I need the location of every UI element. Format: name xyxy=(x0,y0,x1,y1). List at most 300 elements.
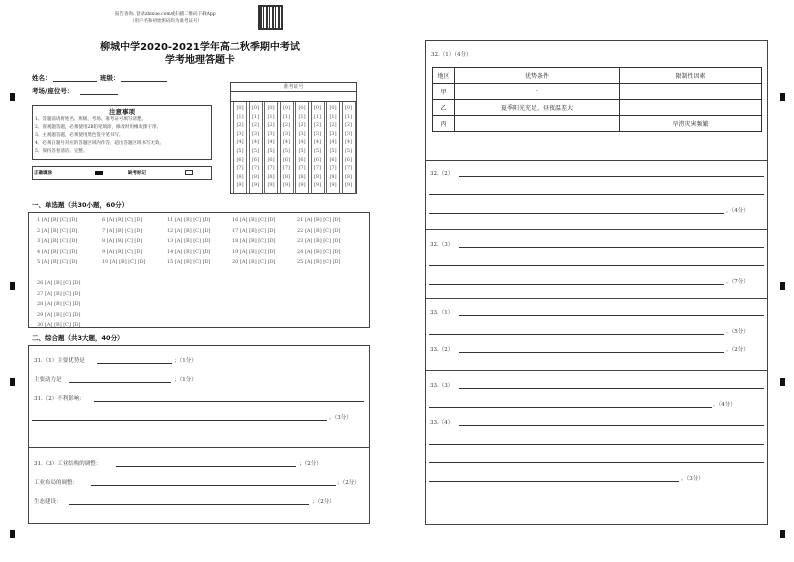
limit-cell[interactable] xyxy=(620,84,762,100)
digit-bubble[interactable]: [4] xyxy=(251,139,260,146)
option-bubble-d[interactable]: [D] xyxy=(267,227,276,234)
digit-bubble[interactable]: [4] xyxy=(344,139,353,146)
digit-bubble[interactable]: [6] xyxy=(251,156,260,163)
advantage-cell[interactable]: 夏季阳光充足、昼夜温差大 xyxy=(455,100,620,116)
admission-digit-column xyxy=(280,102,294,194)
absent-label: 缺考标记 xyxy=(128,171,146,176)
score: 。（3分） xyxy=(329,415,352,421)
option-bubble-c[interactable]: [C] xyxy=(60,227,70,234)
digit-bubble[interactable]: [2] xyxy=(251,122,260,129)
digit-bubble[interactable]: [9] xyxy=(236,182,244,189)
choice-question xyxy=(297,238,340,244)
answer-line[interactable] xyxy=(459,176,764,177)
option-bubble-b[interactable]: [B] xyxy=(115,248,126,255)
answer-line[interactable] xyxy=(429,265,764,266)
option-bubble-c[interactable]: [C] xyxy=(63,322,73,328)
digit-bubble[interactable]: [5] xyxy=(298,147,306,154)
option-bubble-d[interactable]: [D] xyxy=(69,238,78,244)
digit-bubble[interactable]: [7] xyxy=(298,165,306,172)
option-bubble-b[interactable]: [B] xyxy=(314,259,324,265)
option-bubble-d[interactable]: [D] xyxy=(332,217,341,223)
question-number: 17 xyxy=(232,227,240,234)
option-bubble-d[interactable]: [D] xyxy=(267,217,276,223)
option-bubble-a[interactable]: [A] xyxy=(44,290,55,297)
option-bubble-d[interactable]: [D] xyxy=(72,301,81,307)
admission-number-grid xyxy=(230,82,357,194)
digit-bubble[interactable]: [9] xyxy=(298,182,306,189)
option-bubble-c[interactable]: [C] xyxy=(125,227,135,234)
digit-bubble[interactable]: [3] xyxy=(251,130,260,137)
option-bubble-d[interactable]: [D] xyxy=(72,290,81,297)
option-bubble-c[interactable]: [C] xyxy=(323,217,333,223)
option-bubble-a[interactable]: [A] xyxy=(239,248,250,255)
digit-bubble[interactable]: [5] xyxy=(251,147,260,154)
answer-line[interactable] xyxy=(429,444,764,445)
question-number: 28 xyxy=(37,301,45,307)
option-bubble-b[interactable]: [B] xyxy=(54,301,64,307)
option-bubble-c[interactable]: [C] xyxy=(63,311,73,318)
section1-heading: 一、单选题（共30小题，60分） xyxy=(32,201,129,209)
option-bubble-a[interactable]: [A] xyxy=(304,227,315,234)
q31-2-answer-line2[interactable] xyxy=(32,420,327,421)
digit-bubble[interactable]: [4] xyxy=(313,139,322,146)
digit-bubble[interactable]: [7] xyxy=(329,165,337,172)
digit-bubble[interactable]: [8] xyxy=(236,173,244,180)
option-bubble-b[interactable]: [B] xyxy=(184,238,194,244)
option-bubble-c[interactable]: [C] xyxy=(323,238,333,244)
option-bubble-b[interactable]: [B] xyxy=(50,227,61,234)
option-bubble-c[interactable]: [C] xyxy=(125,238,135,244)
option-bubble-d[interactable]: [D] xyxy=(134,217,143,223)
q31-box-b xyxy=(28,447,370,524)
digit-bubble[interactable]: [1] xyxy=(236,113,244,120)
option-bubble-d[interactable]: [D] xyxy=(72,322,81,328)
choice-question xyxy=(232,228,275,234)
digit-bubble[interactable]: [0] xyxy=(313,105,322,111)
option-bubble-d[interactable]: [D] xyxy=(202,259,211,265)
digit-bubble[interactable]: [6] xyxy=(344,156,353,163)
option-bubble-c[interactable]: [C] xyxy=(63,301,73,307)
name-field[interactable] xyxy=(53,81,97,82)
option-bubble-c[interactable]: [C] xyxy=(193,238,203,244)
option-bubble-c[interactable]: [C] xyxy=(258,227,268,234)
question-number: 19 xyxy=(232,248,240,255)
option-bubble-c[interactable]: [C] xyxy=(193,248,203,255)
digit-bubble[interactable]: [9] xyxy=(251,182,260,189)
option-bubble-b[interactable]: [B] xyxy=(184,248,194,255)
digit-bubble[interactable]: [2] xyxy=(313,122,322,129)
option-bubble-c[interactable]: [C] xyxy=(323,259,333,265)
question-number: 18 xyxy=(232,238,240,244)
option-bubble-c[interactable]: [C] xyxy=(323,227,333,234)
option-bubble-a[interactable]: [A] xyxy=(106,238,116,244)
note-item: 4、必须在题号对应的答题区域内作答，超出答题区域书写无效。 xyxy=(35,141,164,146)
option-bubble-b[interactable]: [B] xyxy=(314,217,324,223)
choice-question xyxy=(102,259,145,265)
option-bubble-a[interactable]: [A] xyxy=(174,259,185,265)
option-bubble-d[interactable]: [D] xyxy=(72,280,81,286)
answer-line[interactable] xyxy=(459,315,764,316)
admission-write-row[interactable] xyxy=(231,92,356,102)
question-number: 15 xyxy=(167,259,175,265)
option-bubble-c[interactable]: [C] xyxy=(258,238,268,244)
seat-label: 考场/座位号： xyxy=(32,87,74,95)
answer-line[interactable] xyxy=(459,352,724,353)
option-bubble-c[interactable]: [C] xyxy=(258,248,268,255)
digit-bubble[interactable]: [5] xyxy=(267,147,275,154)
digit-bubble[interactable]: [3] xyxy=(236,130,244,137)
option-bubble-d[interactable]: [D] xyxy=(69,248,78,255)
option-bubble-a[interactable]: [A] xyxy=(44,301,55,307)
option-bubble-b[interactable]: [B] xyxy=(249,217,259,223)
table-row xyxy=(433,116,762,132)
answer-line[interactable] xyxy=(429,407,712,408)
option-bubble-c[interactable]: [C] xyxy=(323,248,333,255)
digit-bubble[interactable]: [8] xyxy=(313,173,322,180)
digit-bubble[interactable]: [2] xyxy=(329,122,337,129)
digit-bubble[interactable]: [4] xyxy=(267,139,275,146)
option-bubble-a[interactable]: [A] xyxy=(304,248,315,255)
option-bubble-d[interactable]: [D] xyxy=(332,259,341,265)
digit-bubble[interactable]: [1] xyxy=(251,113,260,120)
option-bubble-d[interactable]: [D] xyxy=(134,227,143,234)
name-label: 姓名： xyxy=(32,74,52,82)
option-bubble-a[interactable]: [A] xyxy=(106,227,116,234)
choice-question xyxy=(232,238,275,244)
digit-bubble[interactable]: [7] xyxy=(344,165,353,172)
q31-2-answer[interactable] xyxy=(94,401,364,402)
digit-bubble[interactable]: [3] xyxy=(298,130,306,137)
answer-line[interactable] xyxy=(459,247,764,248)
option-bubble-b[interactable]: [B] xyxy=(50,238,61,244)
option-bubble-d[interactable]: [D] xyxy=(267,248,276,255)
option-bubble-c[interactable]: [C] xyxy=(63,280,73,286)
option-bubble-c[interactable]: [C] xyxy=(258,217,268,223)
option-bubble-a[interactable]: [A] xyxy=(41,259,51,265)
option-bubble-a[interactable]: [A] xyxy=(41,238,51,244)
advantage-cell[interactable]: · xyxy=(455,84,620,100)
advantage-cell[interactable] xyxy=(455,116,620,132)
q32-1-label: 32.（1）（4分） xyxy=(431,52,472,58)
question-number: 8 xyxy=(102,238,107,244)
digit-bubble[interactable]: [7] xyxy=(282,165,291,172)
answer-line[interactable] xyxy=(429,284,724,285)
option-bubble-a[interactable]: [A] xyxy=(41,217,51,223)
score: 。（7分） xyxy=(726,279,749,285)
q31-3a-label: 31.（3）工业结构的调整： xyxy=(34,461,102,467)
option-bubble-d[interactable]: [D] xyxy=(137,259,146,265)
question-number: 13 xyxy=(167,238,175,244)
digit-bubble[interactable]: [7] xyxy=(251,165,260,172)
option-bubble-b[interactable]: [B] xyxy=(54,290,64,297)
option-bubble-d[interactable]: [D] xyxy=(134,238,143,244)
option-bubble-c[interactable]: [C] xyxy=(60,238,70,244)
option-bubble-b[interactable]: [B] xyxy=(314,248,324,255)
digit-bubble[interactable]: [0] xyxy=(236,105,244,111)
option-bubble-b[interactable]: [B] xyxy=(54,311,64,318)
option-bubble-a[interactable]: [A] xyxy=(41,248,51,255)
option-bubble-d[interactable]: [D] xyxy=(332,227,341,234)
report-notice: 报告查询: 登录zhixue.com或扫描二维码下载App xyxy=(115,12,216,17)
option-bubble-a[interactable]: [A] xyxy=(44,280,55,286)
option-bubble-d[interactable]: [D] xyxy=(69,217,78,223)
option-bubble-b[interactable]: [B] xyxy=(119,259,129,265)
digit-bubble[interactable]: [8] xyxy=(298,173,306,180)
digit-bubble[interactable]: [5] xyxy=(313,147,322,154)
option-bubble-c[interactable]: [C] xyxy=(60,259,70,265)
digit-bubble[interactable]: [7] xyxy=(313,165,322,172)
digit-bubble[interactable]: [2] xyxy=(236,122,244,129)
choice-question xyxy=(37,259,77,265)
digit-bubble[interactable]: [5] xyxy=(282,147,291,154)
question-number: 1 xyxy=(37,217,42,223)
exam-title: 柳城中学2020-2021学年高二秋季期中考试 xyxy=(100,42,300,53)
digit-bubble[interactable]: [9] xyxy=(313,182,322,189)
option-bubble-a[interactable]: [A] xyxy=(174,238,185,244)
option-bubble-d[interactable]: [D] xyxy=(134,248,143,255)
table-header: 优势条件 xyxy=(455,68,620,84)
digit-bubble[interactable]: [9] xyxy=(282,182,291,189)
option-bubble-b[interactable]: [B] xyxy=(50,259,61,265)
option-bubble-d[interactable]: [D] xyxy=(69,259,78,265)
notes-box xyxy=(32,105,212,160)
option-bubble-d[interactable]: [D] xyxy=(202,238,211,244)
option-bubble-b[interactable]: [B] xyxy=(249,227,259,234)
digit-bubble[interactable]: [3] xyxy=(282,130,291,137)
option-bubble-b[interactable]: [B] xyxy=(115,238,126,244)
option-bubble-a[interactable]: [A] xyxy=(304,238,315,244)
answer-line[interactable] xyxy=(429,334,724,335)
option-bubble-a[interactable]: [A] xyxy=(174,248,185,255)
option-bubble-c[interactable]: [C] xyxy=(258,259,268,265)
option-bubble-a[interactable]: [A] xyxy=(106,248,116,255)
answer-line[interactable] xyxy=(429,194,764,195)
digit-bubble[interactable]: [2] xyxy=(298,122,306,129)
option-bubble-d[interactable]: [D] xyxy=(267,238,276,244)
question-number: 25 xyxy=(297,259,305,265)
digit-bubble[interactable]: [7] xyxy=(236,165,244,172)
admission-digit-column xyxy=(311,102,325,194)
digit-bubble[interactable]: [6] xyxy=(313,156,322,163)
option-bubble-a[interactable]: [A] xyxy=(239,217,250,223)
option-bubble-b[interactable]: [B] xyxy=(249,248,259,255)
choice-question xyxy=(232,249,275,255)
digit-bubble[interactable]: [6] xyxy=(298,156,306,163)
option-bubble-d[interactable]: [D] xyxy=(332,248,341,255)
digit-bubble[interactable]: [1] xyxy=(267,113,275,120)
option-bubble-a[interactable]: [A] xyxy=(304,259,315,265)
digit-bubble[interactable]: [0] xyxy=(298,105,306,111)
digit-bubble[interactable]: [2] xyxy=(282,122,291,129)
option-bubble-a[interactable]: [A] xyxy=(44,322,55,328)
seat-field[interactable] xyxy=(80,94,118,95)
option-bubble-b[interactable]: [B] xyxy=(184,259,194,265)
option-bubble-c[interactable]: [C] xyxy=(60,217,70,223)
option-bubble-a[interactable]: [A] xyxy=(106,217,116,223)
option-bubble-c[interactable]: [C] xyxy=(128,259,138,265)
alignment-marker xyxy=(780,378,785,386)
option-bubble-b[interactable]: [B] xyxy=(184,217,194,223)
question-number: 12 xyxy=(167,227,175,234)
q33-1-label: 33.（1） xyxy=(430,310,454,316)
admission-digit-column xyxy=(342,102,356,194)
score: ；（2分） xyxy=(312,499,335,505)
choice-question xyxy=(232,259,275,265)
question-number: 3 xyxy=(37,238,42,244)
digit-bubble[interactable]: [0] xyxy=(344,105,353,111)
question-number: 27 xyxy=(37,290,45,297)
digit-bubble[interactable]: [6] xyxy=(236,156,244,163)
option-bubble-a[interactable]: [A] xyxy=(41,227,51,234)
choice-question xyxy=(297,259,340,265)
option-bubble-a[interactable]: [A] xyxy=(44,311,55,318)
score: 。（3分） xyxy=(681,476,704,482)
option-bubble-b[interactable]: [B] xyxy=(249,259,259,265)
digit-bubble[interactable]: [1] xyxy=(344,113,353,120)
limit-cell[interactable] xyxy=(620,100,762,116)
option-bubble-b[interactable]: [B] xyxy=(54,280,64,286)
option-bubble-a[interactable]: [A] xyxy=(174,217,185,223)
digit-bubble[interactable]: [0] xyxy=(267,105,275,111)
report-notice-sub: （用户名和初始密码均为准考证号） xyxy=(130,19,202,24)
option-bubble-b[interactable]: [B] xyxy=(314,238,324,244)
digit-bubble[interactable]: [1] xyxy=(282,113,291,120)
answer-line[interactable] xyxy=(429,481,679,482)
q32-3-box xyxy=(425,229,768,299)
score: 。（2分） xyxy=(726,347,749,353)
option-bubble-d[interactable]: [D] xyxy=(202,248,211,255)
q31-3a-answer[interactable] xyxy=(116,466,296,467)
admission-digit-column xyxy=(249,102,263,194)
digit-bubble[interactable]: [5] xyxy=(344,147,353,154)
digit-bubble[interactable]: [7] xyxy=(267,165,275,172)
digit-bubble[interactable]: [6] xyxy=(267,156,275,163)
choice-question xyxy=(167,259,210,265)
digit-bubble[interactable]: [9] xyxy=(344,182,353,189)
question-number: 30 xyxy=(37,322,45,328)
digit-bubble[interactable]: [4] xyxy=(236,139,244,146)
digit-bubble[interactable]: [4] xyxy=(329,139,337,146)
digit-bubble[interactable]: [2] xyxy=(267,122,275,129)
digit-bubble[interactable]: [0] xyxy=(329,105,337,111)
answer-line[interactable] xyxy=(459,425,764,426)
digit-bubble[interactable]: [3] xyxy=(344,130,353,137)
score: ；（1分） xyxy=(174,377,197,383)
option-bubble-b[interactable]: [B] xyxy=(50,217,61,223)
digit-bubble[interactable]: [8] xyxy=(329,173,337,180)
mark-example-box xyxy=(32,166,212,180)
q31-1b-answer[interactable] xyxy=(69,382,171,383)
answer-line[interactable] xyxy=(459,388,764,389)
digit-bubble[interactable]: [5] xyxy=(236,147,244,154)
alignment-marker xyxy=(780,530,785,538)
option-bubble-b[interactable]: [B] xyxy=(115,217,126,223)
option-bubble-a[interactable]: [A] xyxy=(109,259,120,265)
digit-bubble[interactable]: [3] xyxy=(267,130,275,137)
option-bubble-a[interactable]: [A] xyxy=(239,259,250,265)
option-bubble-c[interactable]: [C] xyxy=(193,217,203,223)
option-bubble-d[interactable]: [D] xyxy=(72,311,81,318)
option-bubble-c[interactable]: [C] xyxy=(193,227,203,234)
option-bubble-b[interactable]: [B] xyxy=(184,227,194,234)
option-bubble-a[interactable]: [A] xyxy=(239,238,250,244)
option-bubble-d[interactable]: [D] xyxy=(69,227,78,234)
answer-line[interactable] xyxy=(429,213,724,214)
digit-bubble[interactable]: [6] xyxy=(329,156,337,163)
digit-bubble[interactable]: [1] xyxy=(313,113,322,120)
q32-2-label: 32.（2） xyxy=(430,171,454,177)
option-bubble-a[interactable]: [A] xyxy=(239,227,250,234)
alignment-marker xyxy=(780,282,785,290)
digit-bubble[interactable]: [1] xyxy=(298,113,306,120)
digit-bubble[interactable]: [5] xyxy=(329,147,337,154)
exam-subtitle: 学考地理答题卡 xyxy=(165,55,235,66)
q33-12-box xyxy=(425,298,768,371)
question-number: 22 xyxy=(297,227,305,234)
digit-bubble[interactable]: [8] xyxy=(344,173,353,180)
digit-bubble[interactable]: [4] xyxy=(298,139,306,146)
digit-bubble[interactable]: [6] xyxy=(282,156,291,163)
option-bubble-b[interactable]: [B] xyxy=(115,227,126,234)
limit-cell[interactable]: 旱涝灾害频繁 xyxy=(620,116,762,132)
option-bubble-a[interactable]: [A] xyxy=(174,227,185,234)
digit-bubble[interactable]: [9] xyxy=(267,182,275,189)
option-bubble-c[interactable]: [C] xyxy=(193,259,203,265)
digit-bubble[interactable]: [0] xyxy=(282,105,291,111)
digit-bubble[interactable]: [3] xyxy=(313,130,322,137)
option-bubble-b[interactable]: [B] xyxy=(249,238,259,244)
option-bubble-d[interactable]: [D] xyxy=(202,227,211,234)
question-number: 5 xyxy=(37,259,42,265)
section2-heading: 二、综合题（共3大题，40分） xyxy=(32,334,124,342)
notes-heading: 注意事项 xyxy=(109,108,135,116)
absent-checkbox[interactable] xyxy=(185,170,193,175)
q32-table xyxy=(432,67,762,132)
option-bubble-c[interactable]: [C] xyxy=(125,217,135,223)
table-header: 限制性因素 xyxy=(620,68,762,84)
digit-bubble[interactable]: [9] xyxy=(329,182,337,189)
option-bubble-c[interactable]: [C] xyxy=(60,248,70,255)
q31-3c-answer[interactable] xyxy=(69,504,309,505)
option-bubble-b[interactable]: [B] xyxy=(54,322,64,328)
class-field[interactable] xyxy=(121,81,167,82)
option-bubble-a[interactable]: [A] xyxy=(304,217,315,223)
option-bubble-d[interactable]: [D] xyxy=(267,259,276,265)
admission-digit-column xyxy=(233,102,247,194)
digit-bubble[interactable]: [8] xyxy=(267,173,275,180)
digit-bubble[interactable]: [8] xyxy=(282,173,291,180)
q31-3b-answer[interactable] xyxy=(91,485,336,486)
alignment-marker xyxy=(780,93,785,101)
digit-bubble[interactable]: [2] xyxy=(344,122,353,129)
answer-line[interactable] xyxy=(429,462,764,463)
digit-bubble[interactable]: [0] xyxy=(251,105,260,111)
option-bubble-c[interactable]: [C] xyxy=(63,290,73,297)
qr-code-icon[interactable] xyxy=(258,5,283,30)
option-bubble-b[interactable]: [B] xyxy=(50,248,61,255)
option-bubble-c[interactable]: [C] xyxy=(125,248,135,255)
q33-3-label: 33.（3） xyxy=(430,383,454,389)
digit-bubble[interactable]: [3] xyxy=(329,130,337,137)
q31-1a-answer[interactable] xyxy=(97,363,172,364)
digit-bubble[interactable]: [1] xyxy=(329,113,337,120)
option-bubble-d[interactable]: [D] xyxy=(332,238,341,244)
digit-bubble[interactable]: [8] xyxy=(251,173,260,180)
option-bubble-b[interactable]: [B] xyxy=(314,227,324,234)
region-cell: 乙 xyxy=(433,100,455,116)
digit-bubble[interactable]: [4] xyxy=(282,139,291,146)
option-bubble-d[interactable]: [D] xyxy=(202,217,211,223)
